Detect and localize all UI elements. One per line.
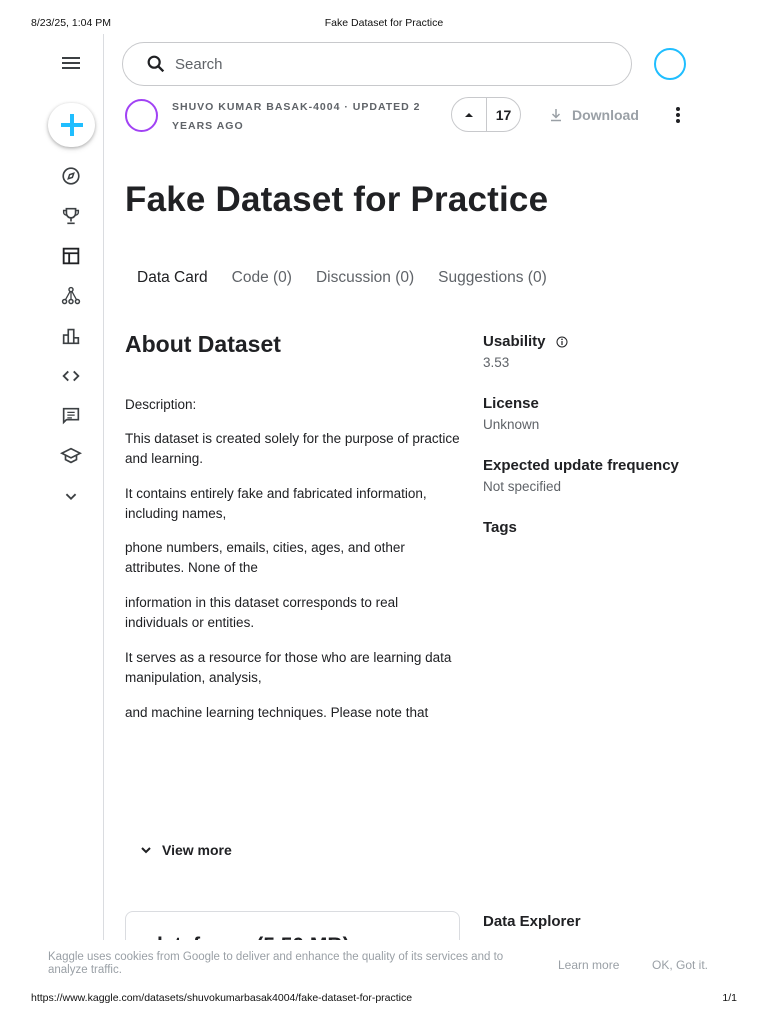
print-page-title: Fake Dataset for Practice: [324, 17, 444, 29]
description-paragraph: This dataset is created solely for the purpose of practice and learning.: [125, 431, 460, 466]
more-options-button[interactable]: [668, 103, 688, 127]
search-bar[interactable]: [122, 42, 632, 86]
cookie-text: Kaggle uses cookies from Google to deliver and enhance the quality of its services and to analyze traffic.: [48, 951, 504, 976]
description-paragraph: information in this dataset corresponds to real individuals or entities.: [125, 595, 399, 630]
tab-bar: [125, 266, 559, 290]
leaderboard-icon[interactable]: [57, 322, 85, 350]
usability-value: 3.53: [483, 355, 510, 370]
description-paragraph: phone numbers, emails, cities, ages, and other attributes. None of the: [125, 540, 405, 575]
data-explorer-label: Data Explorer: [483, 913, 581, 930]
download-button[interactable]: [548, 104, 639, 126]
models-icon[interactable]: [57, 282, 85, 310]
tab-discussion[interactable]: Discussion (0): [315, 269, 415, 286]
update-frequency-label: Expected update frequency: [483, 457, 679, 474]
plus-icon: [59, 112, 85, 138]
tags-label: Tags: [483, 519, 517, 536]
more-vert-icon: [675, 106, 681, 124]
create-button[interactable]: [48, 103, 95, 147]
download-label: Download: [572, 107, 639, 123]
explore-icon[interactable]: [57, 162, 85, 190]
sidebar-divider: [103, 34, 104, 940]
about-dataset-heading: About Dataset: [125, 331, 281, 357]
print-datetime: 8/23/25, 1:04 PM: [31, 17, 111, 29]
trophy-icon[interactable]: [57, 202, 85, 230]
tab-code[interactable]: Code (0): [231, 269, 292, 286]
discussions-icon[interactable]: [57, 402, 85, 430]
search-icon: [145, 53, 167, 75]
description-paragraph: It contains entirely fake and fabricated information, including names,: [125, 486, 427, 521]
search-input[interactable]: [175, 56, 575, 73]
datasets-icon[interactable]: [57, 242, 85, 270]
license-label: License: [483, 395, 539, 412]
cookie-learn-more-link[interactable]: Learn more: [558, 958, 620, 972]
page-title: Fake Dataset for Practice: [125, 180, 549, 219]
code-icon[interactable]: [57, 362, 85, 390]
cookie-banner: [0, 940, 768, 984]
view-more-label: View more: [162, 842, 232, 858]
license-value: Unknown: [483, 417, 540, 432]
upvote-arrow-icon: [463, 110, 475, 120]
owner-avatar[interactable]: [125, 99, 158, 132]
description-paragraph: and machine learning techniques. Please note that: [125, 705, 429, 720]
info-icon[interactable]: [556, 336, 568, 348]
print-url: https://www.kaggle.com/datasets/shuvokumarbasak4004/fake-dataset-for-practice: [31, 992, 413, 1004]
chevron-down-icon: [138, 842, 154, 858]
print-page-number: 1/1: [722, 992, 737, 1004]
expand-more-icon[interactable]: [57, 482, 85, 510]
view-more-button[interactable]: [138, 842, 232, 858]
learn-icon[interactable]: [57, 442, 85, 470]
upvote-button[interactable]: [452, 98, 487, 131]
profile-avatar[interactable]: [654, 48, 686, 80]
usability-label: Usability: [483, 333, 568, 350]
download-icon: [548, 107, 564, 123]
owner-meta[interactable]: SHUVO KUMAR BASAK-4004 · UPDATED 2 YEARS AGO: [172, 101, 421, 132]
update-frequency-value: Not specified: [483, 479, 562, 494]
description-paragraph: Description:: [125, 397, 197, 412]
cookie-accept-button[interactable]: OK, Got it.: [652, 958, 709, 972]
menu-icon[interactable]: [57, 49, 85, 77]
description-paragraph: It serves as a resource for those who are learning data manipulation, analysis,: [125, 650, 452, 685]
upvote-count[interactable]: 17: [495, 106, 512, 123]
tab-data-card[interactable]: Data Card: [137, 269, 208, 286]
tab-suggestions[interactable]: Suggestions (0): [438, 269, 547, 286]
upvote-group[interactable]: [451, 97, 521, 132]
